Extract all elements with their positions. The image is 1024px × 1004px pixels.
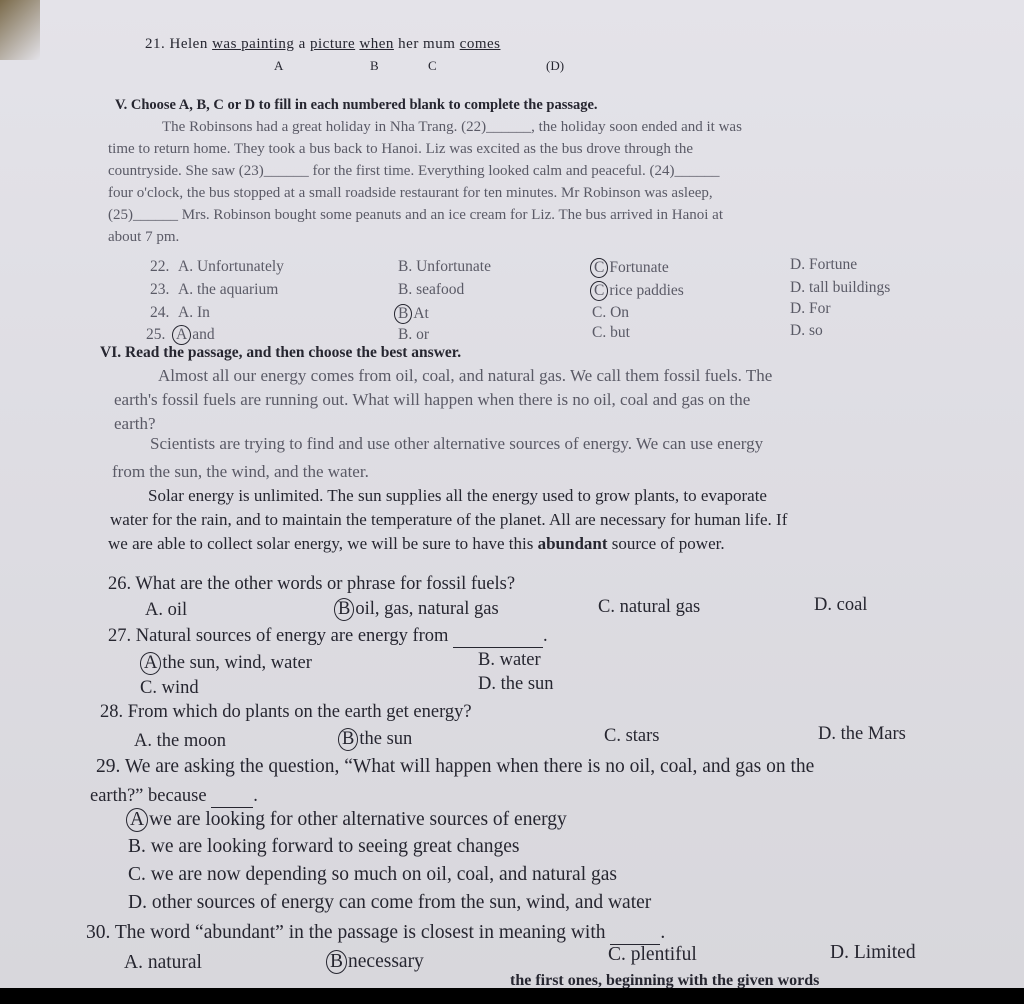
option-d: D. tall buildings [790,279,891,296]
section-5-title: V. Choose A, B, C or D to fill in each numbered blank to complete the passage. [115,97,598,113]
q29-option-a-text: we are looking for other alternative sources of energy [149,809,567,830]
option-number: 24. [150,304,170,321]
reading-line: Almost all our energy comes from oil, coal, and natural gas. We call them fossil fuels. The [158,366,773,385]
question-27-stem: 27. Natural sources of energy are energy from . [108,626,548,646]
option-number: 23. [150,281,170,298]
q21-underline-c: when [359,36,394,52]
reading-line-last [108,532,725,556]
answer-blank [610,922,660,945]
page-corner-shadow [0,0,40,60]
answer-blank [211,786,253,808]
q29-option-b: B. we are looking forward to seeing great changes [128,836,520,857]
bold-word: abundant [537,534,608,553]
q21-letter-a: A [274,58,284,73]
reading-line: earth? [114,414,156,433]
option-c: C. On [592,304,630,321]
question-21 [145,36,500,53]
reading-line: from the sun, the wind, and the water. [112,462,369,481]
q21-letter-c: C [428,58,437,73]
option-d: D. Fortune [790,256,858,273]
option-b: B. or [398,326,429,343]
q28-option-b-text: the sun [359,729,413,749]
selected-answer-circle: A [126,808,148,832]
question-30-stem: 30. The word “abundant” in the passage is closest in meaning with . [86,922,666,943]
cutoff-text: the first ones, beginning with the given words [510,972,820,988]
question-26-stem: 26. What are the other words or phrase for fossil fuels? [108,574,516,594]
passage-line: about 7 pm. [108,229,180,245]
option-c-text: rice paddies [609,282,684,299]
q27-option-b: B. water [478,650,541,670]
reading-line: Solar energy is unlimited. The sun supplies all the energy used to grow plants, to evaporate [148,486,767,505]
option-c-circled [590,258,669,278]
q28-option-a: A. the moon [134,731,226,751]
q30-option-c: C. plentiful [608,944,697,965]
q29-option-c: C. we are now depending so much on oil, coal, and natural gas [128,864,617,885]
reading-text: we are able to collect solar energy, we will be sure to have this [108,534,534,553]
option-number: 25. [146,326,166,343]
q29-option-d: D. other sources of energy can come from the sun, wind, and water [128,892,652,913]
selected-answer-circle: B [334,598,354,621]
q30-stem-text: 30. The word “abundant” in the passage is closest in meaning with [86,922,606,943]
option-d: D. For [790,300,831,317]
passage-line: time to return home. They took a bus back to Hanoi. Liz was excited as the bus drove through the [108,141,693,157]
q26-option-d: D. coal [814,595,868,615]
selected-answer-circle: B [326,950,347,974]
section-6-title: VI. Read the passage, and then choose the best answer. [100,344,462,361]
q30-option-a: A. natural [124,952,202,973]
reading-line: Scientists are trying to find and use other alternative sources of energy. We can use energy [150,434,764,453]
q30-option-b-text: necessary [348,951,424,972]
option-a: A. the aquarium [178,281,279,298]
selected-answer-circle: B [394,304,412,324]
passage-line: The Robinsons had a great holiday in Nha Trang. (22)______, the holiday soon ended and it was [162,119,742,135]
option-a-circled [172,325,215,345]
q27-option-d: D. the sun [478,674,554,694]
q21-underline-a: was painting [212,36,295,52]
q26-option-b-text: oil, gas, natural gas [355,599,499,619]
q21-letter-b: B [370,58,379,73]
selected-answer-circle: C [590,258,608,278]
option-b-text: At [413,305,429,322]
passage-line: (25)______ Mrs. Robinson bought some peanuts and an ice cream for Liz. The bus arrived in Hanoi at [108,207,723,223]
q27-stem-text: 27. Natural sources of energy are energy from [108,626,449,646]
q29-option-a-circled [126,808,567,832]
selected-answer-circle: A [140,652,161,675]
q28-option-b-circled [338,728,412,751]
option-c: C. but [592,324,630,341]
answer-blank [453,626,543,648]
reading-text: source of power. [611,534,725,553]
q21-letter-d: (D) [546,58,565,73]
q28-option-c: C. stars [604,726,660,746]
bottom-black-bar [0,988,1024,1004]
selected-answer-circle: C [590,281,608,301]
option-b: B. Unfortunate [398,258,491,275]
q21-text-a: 21. Helen [145,36,208,52]
option-d: D. so [790,322,823,339]
question-29-stem-line1: 29. We are asking the question, “What will happen when there is no oil, coal, and gas on the [96,756,815,777]
option-b-circled [394,304,429,324]
q27-option-a-circled [140,652,312,675]
q21-underline-b: picture [310,36,356,52]
reading-line: water for the rain, and to maintain the temperature of the planet. All are necessary for human life. If [110,510,788,529]
passage-line: four o'clock, the bus stopped at a small roadside restaurant for ten minutes. Mr Robinson was asleep, [108,185,713,201]
q26-option-a: A. oil [145,600,188,620]
q28-option-d: D. the Mars [818,724,906,744]
q29-stem-text: earth?” because [90,786,207,806]
passage-line: countryside. She saw (23)______ for the first time. Everything looked calm and peaceful. (24)______ [108,163,720,179]
q21-text-c: her mum [398,36,456,52]
option-c-text: Fortunate [609,259,669,276]
option-a-text: and [192,326,215,343]
q30-option-b-circled [326,950,424,974]
option-number: 22. [150,258,170,275]
option-a: A. In [178,304,210,321]
option-a: A. Unfortunately [178,258,284,275]
q21-underline-d: comes [459,36,501,52]
selected-answer-circle: A [172,325,191,345]
q27-option-a-text: the sun, wind, water [162,653,312,673]
q26-option-c: C. natural gas [598,597,701,617]
q27-option-c: C. wind [140,678,199,698]
q21-text-b: a [298,36,306,52]
q30-option-d: D. Limited [830,942,916,963]
reading-line: earth's fossil fuels are running out. What will happen when there is no oil, coal and gas on the [114,390,751,409]
question-29-stem-line2: earth?” because . [90,786,258,806]
option-c-circled [590,281,684,301]
question-28-stem: 28. From which do plants on the earth get energy? [100,702,472,722]
selected-answer-circle: B [338,728,358,751]
q26-option-b-circled [334,598,499,621]
option-b: B. seafood [398,281,465,298]
